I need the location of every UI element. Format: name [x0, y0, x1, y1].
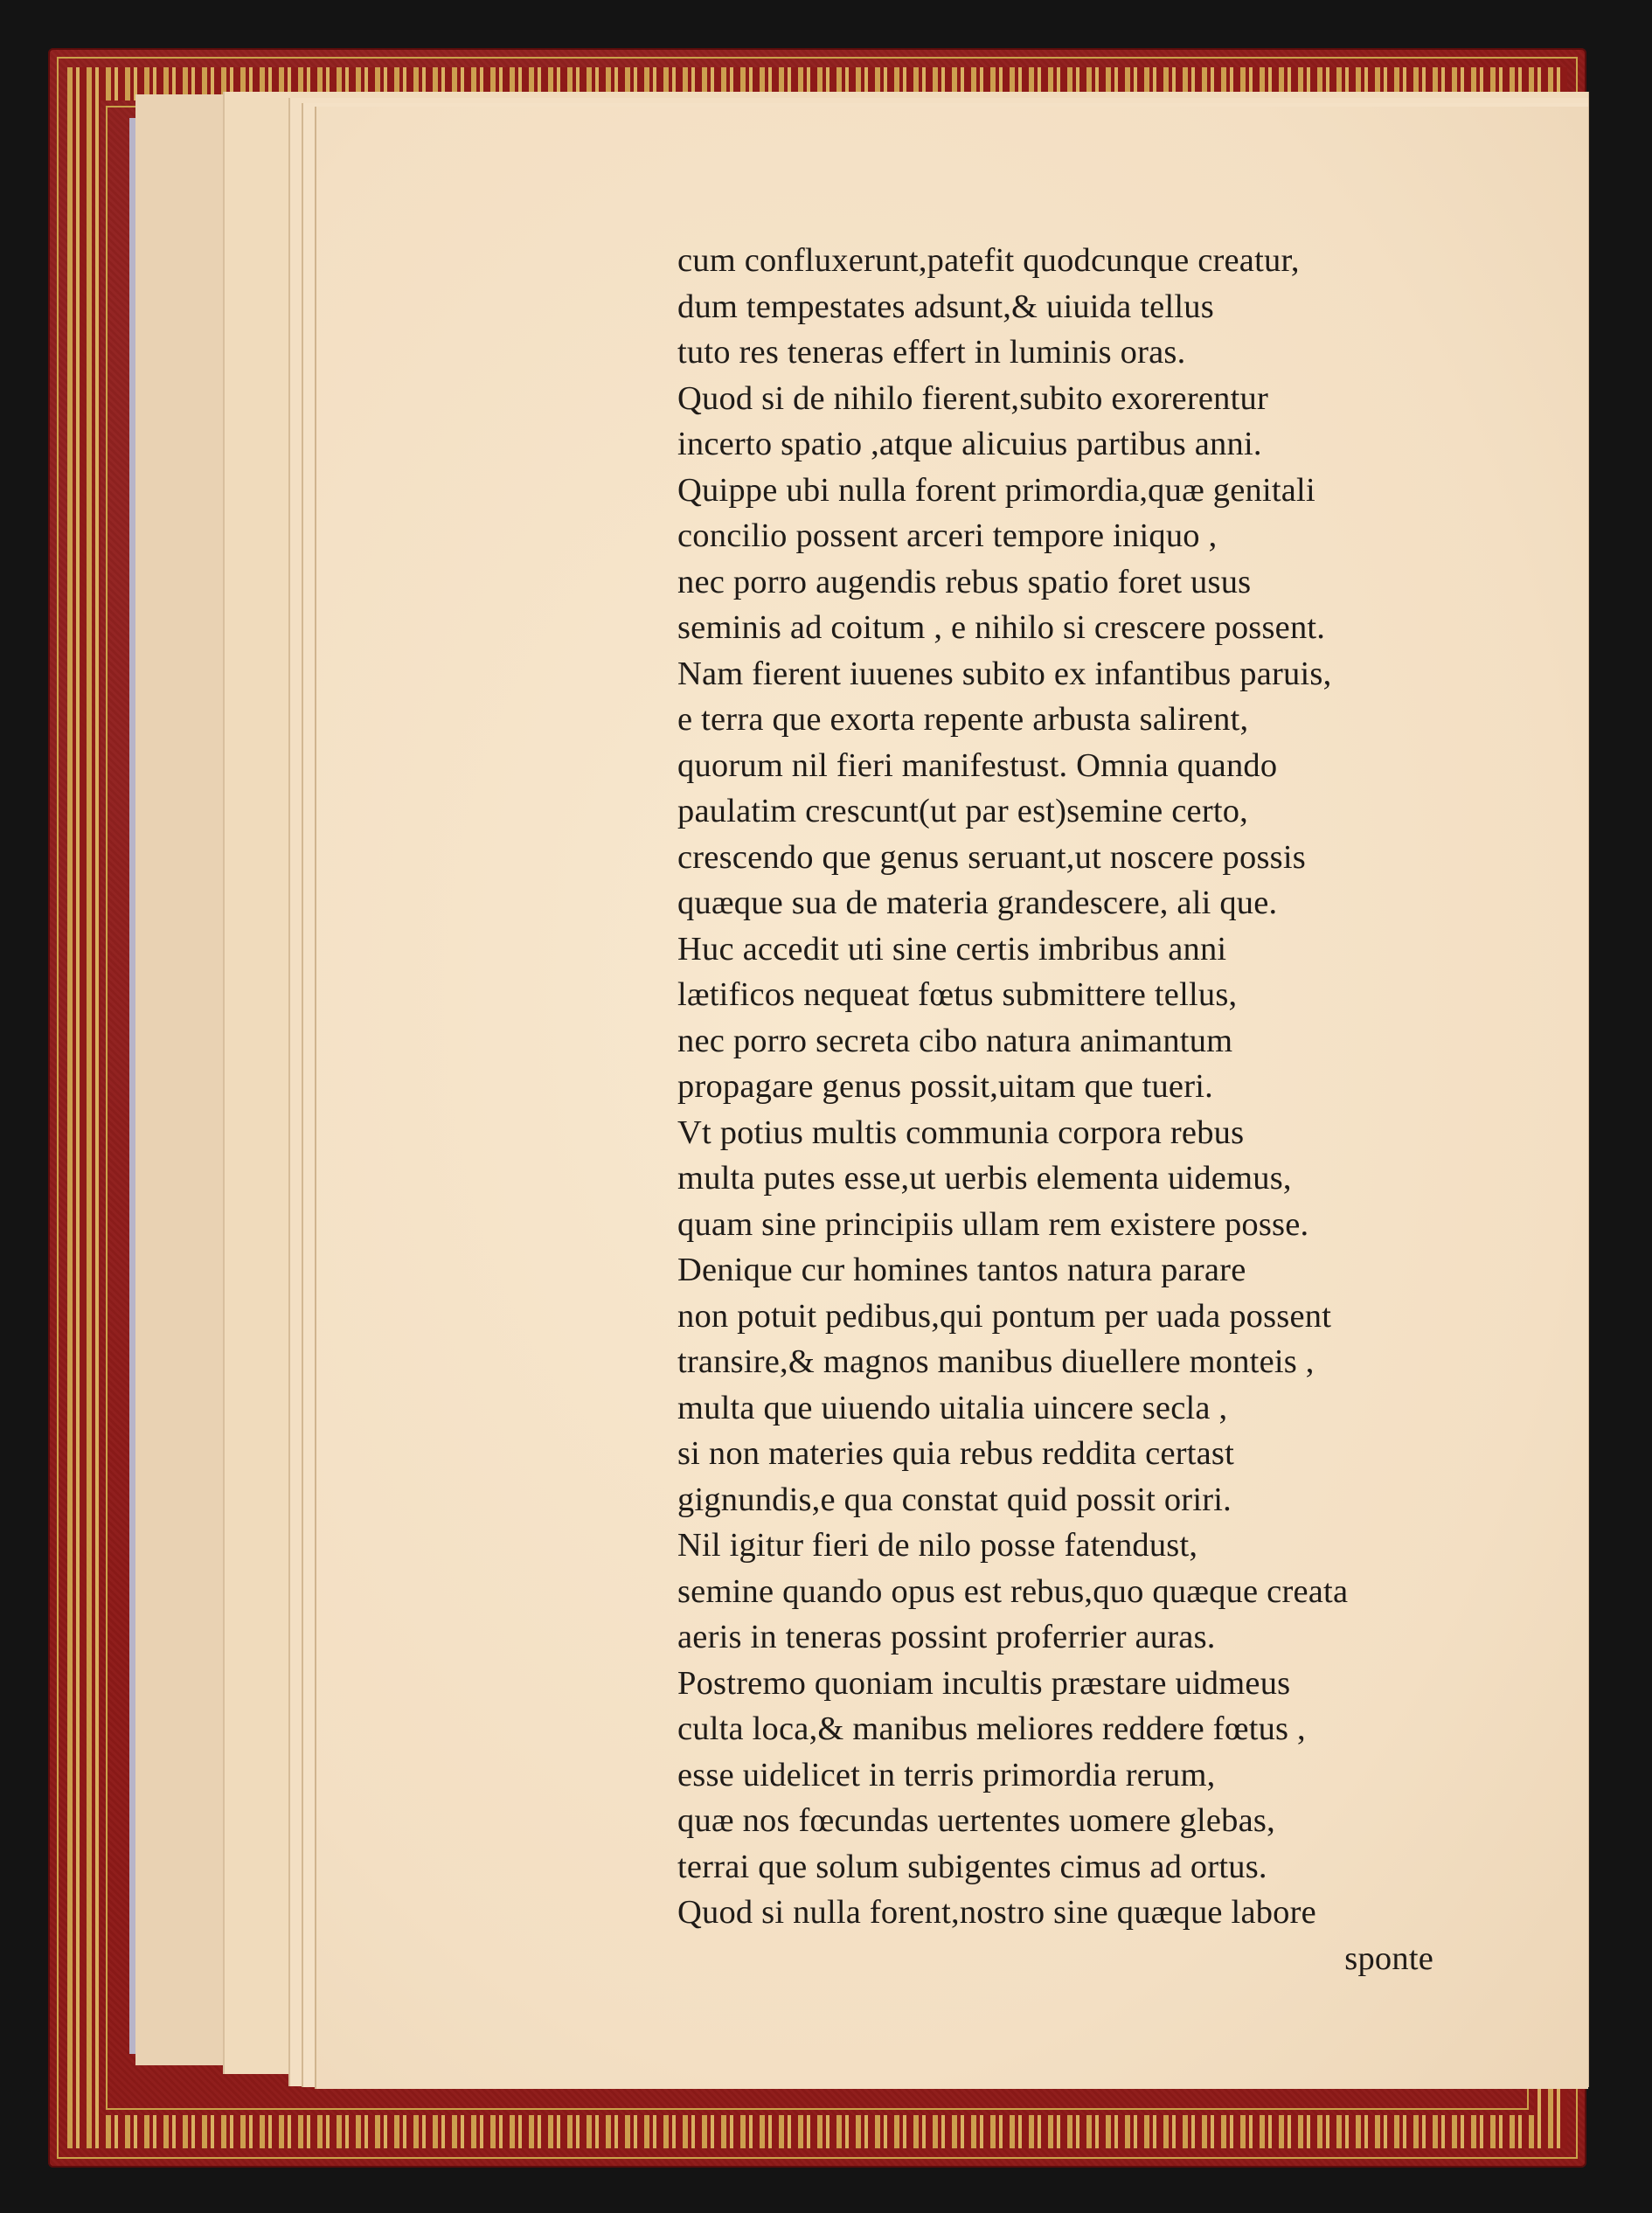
verse-line: quorum nil fieri manifestust. Omnia quando [677, 746, 1278, 784]
verse-line: Vt potius multis communia corpora rebus [677, 1113, 1245, 1151]
verse-line: Nam fierent iuuenes subito ex infantibus paruis, [677, 655, 1332, 692]
verse-line: esse uidelicet in terris primordia rerum, [677, 1756, 1216, 1793]
verse-line: concilio possent arceri tempore iniquo , [677, 517, 1218, 554]
verse-text-block [677, 238, 1499, 1981]
verse-line: e terra que exorta repente arbusta salirent, [677, 701, 1249, 738]
verse-line: Quod si de nihilo fierent,subito exorerentur [677, 379, 1268, 417]
verse-line: non potuit pedibus,qui pontum per uada possent [677, 1297, 1332, 1335]
verse-line: multa que uiuendo uitalia uincere secla , [677, 1389, 1228, 1426]
verse-line: lætificos nequeat fœtus submittere tellus, [677, 976, 1238, 1013]
verse-line: aeris in teneras possint proferrier auras. [677, 1619, 1216, 1655]
verse-line: semine quando opus est rebus,quo quæque creata [677, 1572, 1349, 1610]
verse-line: multa putes esse,ut uerbis elementa uidemus, [677, 1160, 1292, 1197]
verse-line: quæque sua de materia grandescere, ali que. [677, 885, 1278, 921]
verse-line: Huc accedit uti sine certis imbribus anni [677, 930, 1227, 968]
verse-line: Quod si nulla forent,nostro sine quæque labore [677, 1894, 1316, 1931]
verse-line: nec porro augendis rebus spatio foret usus [677, 563, 1252, 600]
verse-line: quæ nos fœcundas uertentes uomere glebas, [677, 1802, 1275, 1839]
verse-line: incerto spatio ,atque alicuius partibus anni. [677, 426, 1262, 462]
verse-line: tuto res teneras effert in luminis oras. [677, 334, 1186, 371]
verse-line: transire,& magnos manibus diuellere monteis , [677, 1343, 1315, 1380]
verse-line: Denique cur homines tantos natura parare [677, 1252, 1246, 1288]
verse-line: crescendo que genus seruant,ut noscere possis [677, 838, 1306, 876]
verse-line: Quippe ubi nulla forent primordia,quæ genitali [677, 471, 1315, 509]
verse-line: terrai que solum subigentes cimus ad ortus. [677, 1848, 1267, 1885]
verse-line: Postremo quoniam incultis præstare uidmeus [677, 1664, 1291, 1702]
verse-line: dum tempestates adsunt,& uiuida tellus [677, 288, 1214, 325]
verse-line: Nil igitur fieri de nilo posse fatendust, [677, 1527, 1198, 1564]
verse-line: propagare genus possit,uitam que tueri. [677, 1068, 1213, 1105]
verse-line: nec porro secreta cibo natura animantum [677, 1022, 1233, 1059]
verse-line: paulatim crescunt(ut par est)semine certo, [677, 793, 1249, 829]
verse-line: gignundis,e qua constat quid possit oriri. [677, 1481, 1232, 1518]
verse-line: culta loca,& manibus meliores reddere fœtus , [677, 1710, 1306, 1747]
verse-line: si non materies quia rebus reddita certast [677, 1435, 1235, 1472]
verse-line: quam sine principiis ullam rem existere posse. [677, 1205, 1309, 1243]
catchword: sponte [1344, 1939, 1433, 1977]
verse-line: seminis ad coitum , e nihilo si crescere possent. [677, 609, 1326, 646]
verse-line: cum confluxerunt,patefit quodcunque creatur, [677, 242, 1300, 279]
